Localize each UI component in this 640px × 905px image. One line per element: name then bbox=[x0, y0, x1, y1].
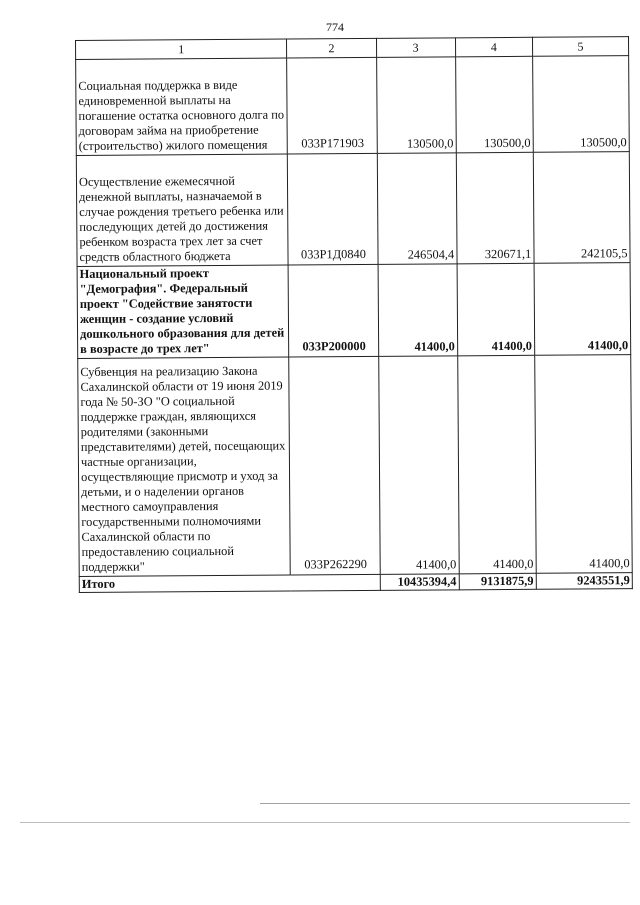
row-value-4: 41400,0 bbox=[457, 355, 536, 574]
total-label: Итого bbox=[79, 574, 380, 592]
total-row bbox=[79, 573, 632, 593]
row-name: Национальный проект "Демография". Федеральный проект "Содействие занятости женщин - создание условий дошкольного образования для детей в возрасте до трех лет" bbox=[77, 265, 289, 358]
column-header-1: 1 bbox=[76, 39, 288, 59]
row-value-3: 41400,0 bbox=[378, 356, 459, 575]
row-value-4: 41400,0 bbox=[457, 263, 535, 356]
column-header-5: 5 bbox=[532, 37, 628, 57]
row-value-3: 246504,4 bbox=[377, 153, 457, 265]
table-row bbox=[77, 263, 631, 359]
total-value-3: 10435394,4 bbox=[380, 574, 459, 591]
table-row bbox=[76, 56, 630, 156]
row-value-4: 320671,1 bbox=[456, 152, 534, 264]
row-code: 033Р200000 bbox=[288, 264, 378, 357]
row-value-4: 130500,0 bbox=[455, 56, 533, 153]
total-value-5: 9243551,9 bbox=[536, 573, 632, 590]
row-value-5: 242105,5 bbox=[533, 152, 630, 264]
row-value-5: 41400,0 bbox=[535, 355, 633, 574]
row-name: Осуществление ежемесячной денежной выплаты, назначаемой в случае рождения третьего ребенка или последующих детей до достижения ребенком возраста трех лет за счет средств областного бюджета bbox=[76, 154, 288, 266]
row-code: 033Р1Д0840 bbox=[288, 153, 378, 265]
row-code: 033Р262290 bbox=[289, 356, 380, 575]
row-value-5: 130500,0 bbox=[532, 56, 629, 153]
table-row bbox=[76, 152, 630, 267]
budget-table bbox=[75, 36, 633, 593]
column-header-2: 2 bbox=[287, 38, 376, 58]
row-name: Субвенция на реализацию Закона Сахалинской области от 19 июня 2019 года № 50-ЗО "О социальной поддержке граждан, являющихся родителями (законными представителями) детей, посещающих частные организации, осуществляющие присмотр и уход за детьми, и о наделении органов местного самоуправления государственными полномочиями Сахалинской области по предоставлению социальной поддержки" bbox=[78, 357, 291, 576]
row-value-3: 130500,0 bbox=[376, 57, 456, 154]
row-name: Социальная поддержка в виде единовременной выплаты на погашение остатка основного долга по договорам займа на приобретение (строительство) жилого помещения bbox=[76, 58, 288, 155]
row-value-3: 41400,0 bbox=[378, 264, 458, 357]
row-value-5: 41400,0 bbox=[534, 263, 631, 356]
scan-artifact-line bbox=[260, 803, 630, 804]
total-value-4: 9131875,9 bbox=[459, 573, 536, 590]
page-number: 774 bbox=[326, 20, 344, 34]
scan-artifact-line bbox=[20, 822, 630, 823]
column-header-3: 3 bbox=[376, 38, 455, 58]
column-header-4: 4 bbox=[455, 37, 532, 57]
table-row bbox=[78, 355, 633, 577]
row-code: 033Р171903 bbox=[287, 57, 377, 154]
